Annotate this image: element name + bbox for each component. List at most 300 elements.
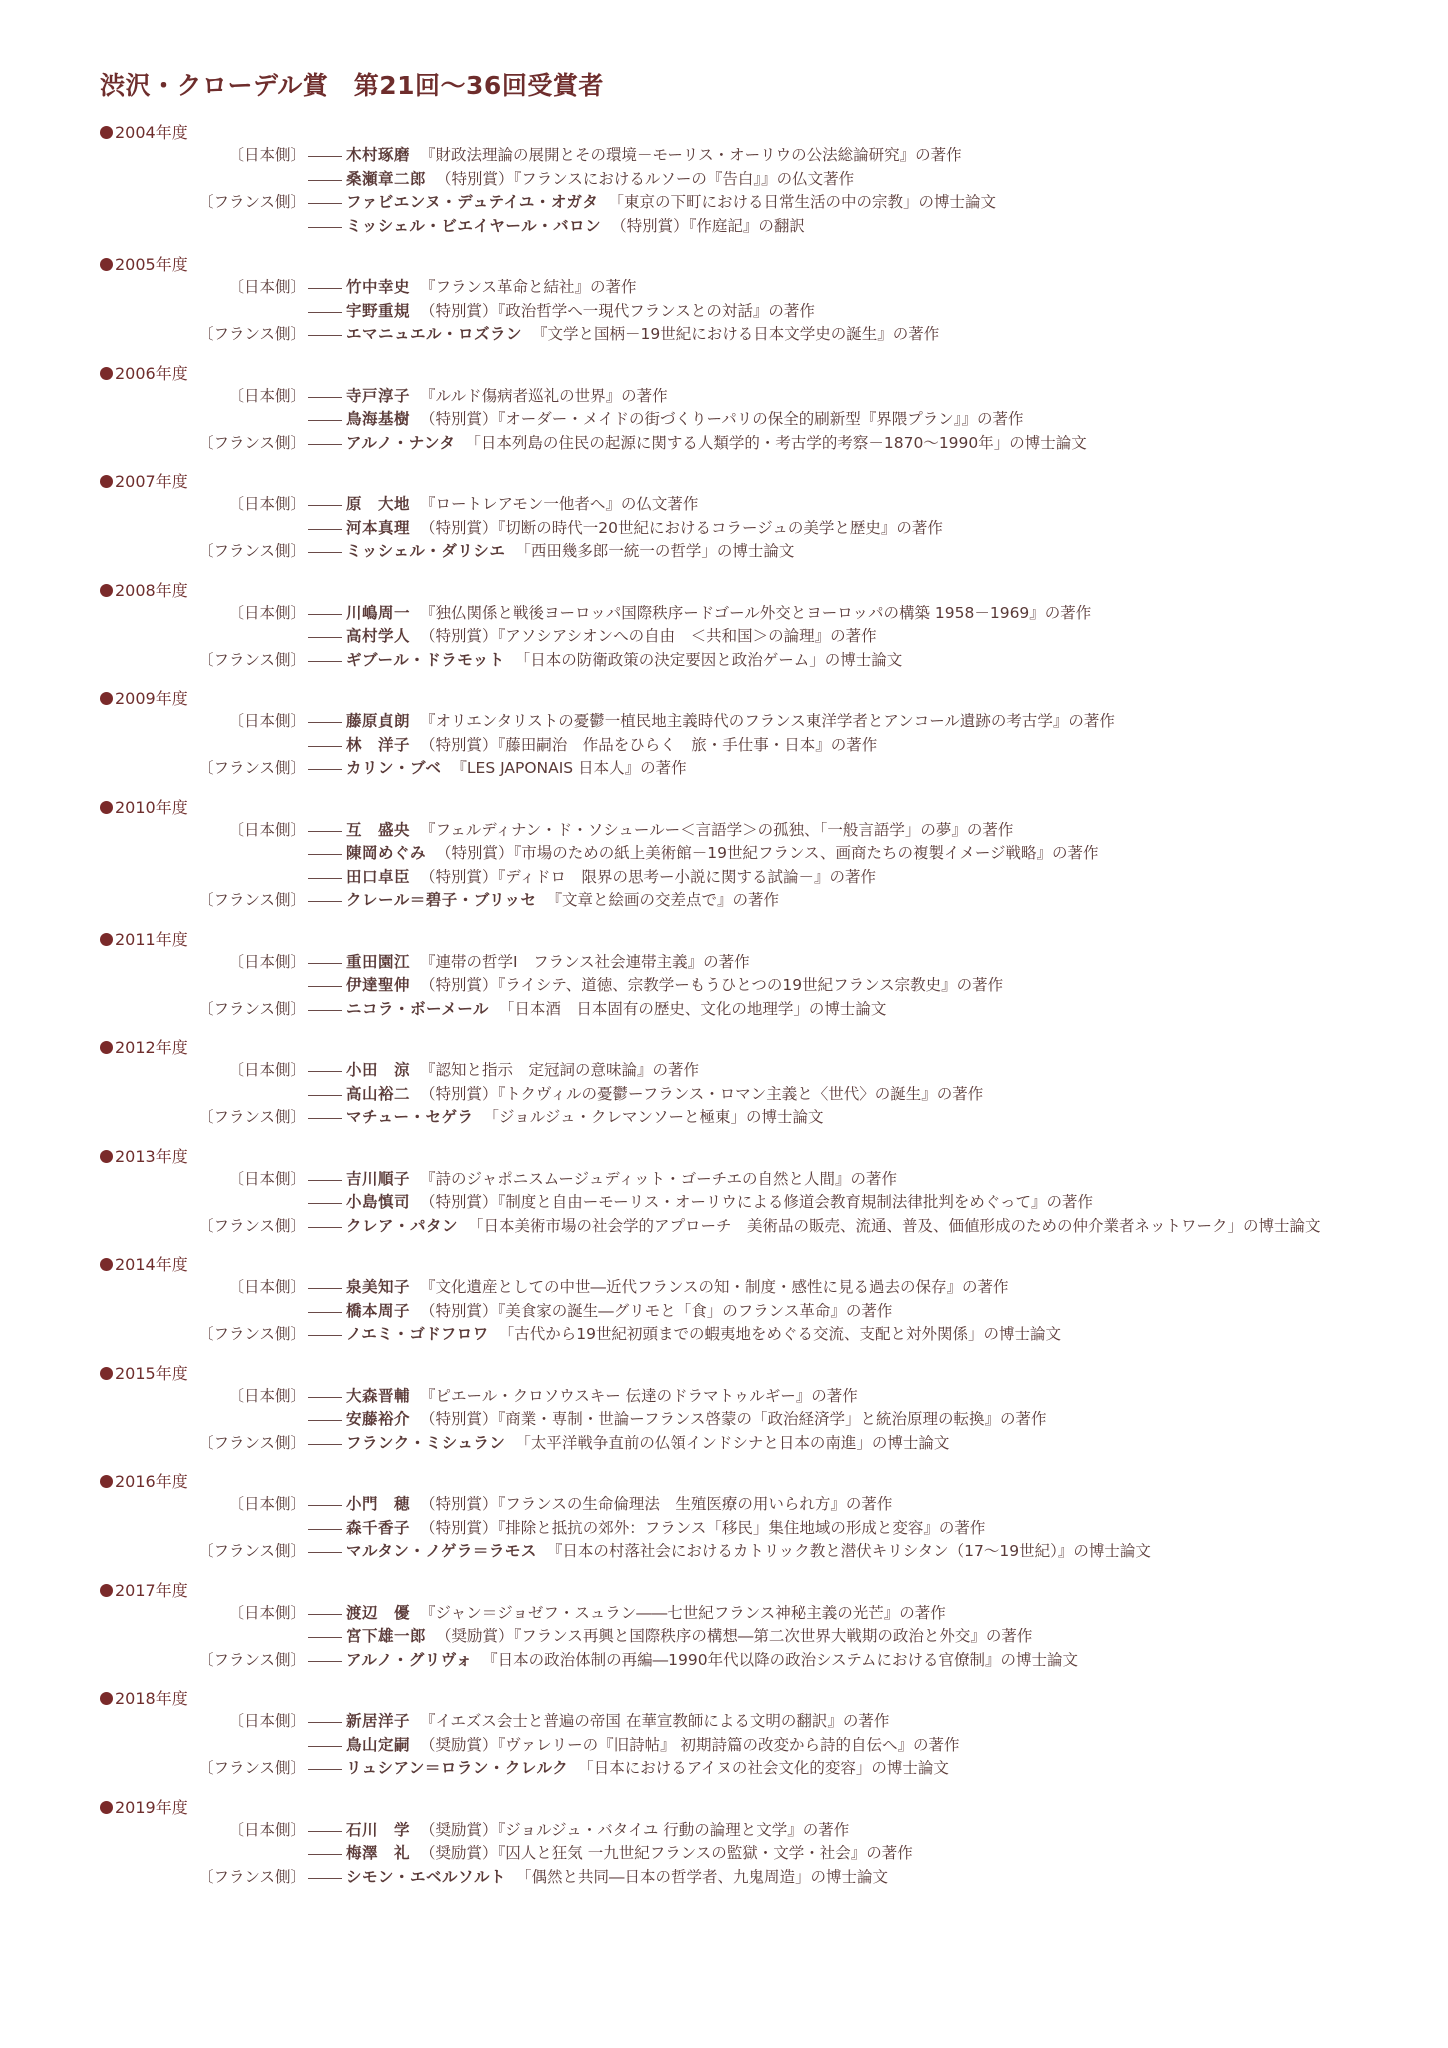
awardee-entry: [100, 300, 1360, 324]
side-label: [100, 1734, 306, 1758]
awardee-name: 小島慎司: [346, 1193, 411, 1211]
leader-dash: [308, 323, 342, 347]
award-type: （特別賞）: [436, 844, 514, 862]
awardee-name: 林 洋子: [346, 735, 411, 754]
award-work: 『オリエンタリストの憂鬱一植民地主義時代のフランス東洋学者とアンコール遺跡の考古学』の著作: [420, 712, 1115, 730]
award-work: 『藤田嗣治 作品をひらく 旅・手仕事・日本』の著作: [497, 735, 878, 754]
leader-dash: [308, 191, 342, 215]
award-work: 『囚人と狂気 一九世紀フランスの監獄・文学・社会』の著作: [497, 1844, 913, 1862]
side-label: [100, 517, 306, 541]
awardee-entry: [100, 1602, 1360, 1626]
awardee-name: 高山裕二: [346, 1084, 411, 1103]
awardee-entry: [100, 1300, 1360, 1324]
leader-dash: [308, 819, 342, 843]
award-work: 「日本酒 日本固有の歴史、文化の地理学」の博士論文: [498, 999, 887, 1018]
awardee-entry: [100, 168, 1360, 192]
year-block: [100, 797, 1360, 913]
awardee-entry: [100, 191, 1360, 215]
leader-dash: [308, 1493, 342, 1517]
award-work: 『ヴァレリーの『旧詩帖』 初期詩篇の改変から詩的自伝へ』の著作: [497, 1735, 960, 1754]
side-label: [100, 1517, 306, 1541]
side-label: [100, 168, 306, 192]
leader-dash: [308, 1540, 342, 1564]
leader-dash: [308, 625, 342, 649]
awardee-entry: [100, 1819, 1360, 1843]
side-label: 〔フランス側〕: [197, 999, 306, 1018]
awardee-entry: [100, 889, 1360, 913]
bullet-dot-icon: [100, 126, 113, 139]
awardee-name: 互 盛央: [346, 820, 411, 839]
entry-body: [346, 300, 1356, 324]
awardee-name: 高村学人: [346, 627, 411, 645]
awardee-entry: [100, 1432, 1360, 1456]
entry-body: [346, 1432, 1356, 1456]
awardee-entry: [100, 385, 1360, 409]
awardee-name: フランク・ミシュラン: [346, 1433, 506, 1452]
awardee-entry: [100, 1842, 1360, 1866]
bullet-dot-icon: [100, 1041, 113, 1054]
leader-dash: [308, 1106, 342, 1130]
award-type: （特別賞）: [420, 867, 498, 886]
entry-body: [346, 1106, 1356, 1130]
year-block: [100, 929, 1360, 1022]
entry-body: [346, 144, 1356, 168]
side-label: [100, 1191, 306, 1215]
leader-dash: [308, 300, 342, 324]
awardee-entry: [100, 1625, 1360, 1649]
award-work: 「西田幾多郎一統一の哲学」の博士論文: [515, 542, 795, 560]
award-type: （特別賞）: [420, 735, 498, 754]
awardee-name: 木村琢磨: [346, 146, 411, 164]
awardee-name: 川嶋周一: [346, 603, 411, 622]
award-work: 『文学と国柄－19世紀における日本文学史の誕生』の著作: [532, 325, 940, 343]
awardee-entry: [100, 144, 1360, 168]
award-type: （奨励賞）: [420, 1844, 498, 1862]
year-block: [100, 122, 1360, 238]
award-type: （特別賞）: [420, 518, 498, 537]
award-work: 『切断の時代一20世紀におけるコラージュの美学と歴史』の著作: [497, 518, 943, 537]
year-label: 2017年度: [115, 1580, 188, 1600]
award-work: 「太平洋戦争直前の仏領インドシナと日本の南進」の博士論文: [515, 1433, 950, 1452]
awardee-name: ファビエンヌ・デュテイユ・オガタ: [346, 193, 599, 211]
award-work: 『LES JAPONAIS 日本人』の著作: [451, 759, 687, 777]
entry-body: [346, 974, 1356, 998]
awardee-name: ミッシェル・ビエイヤール・バロン: [346, 216, 602, 235]
award-work: 『ディドロ 限界の思考ー小説に関する試論－』の著作: [497, 867, 877, 886]
side-label: [100, 1625, 306, 1649]
award-work: 『フランスの生命倫理法 生殖医療の用いられ方』の著作: [497, 1495, 893, 1513]
year-heading: [100, 929, 1360, 951]
entry-body: [346, 1083, 1356, 1107]
award-type: （特別賞）: [420, 1193, 498, 1211]
entry-body: [346, 432, 1356, 456]
entry-body: [346, 540, 1356, 564]
awardee-name: ノエミ・ゴドフロワ: [346, 1325, 489, 1343]
side-label: 〔フランス側〕: [197, 1650, 306, 1669]
award-type: （特別賞）: [420, 1084, 498, 1103]
awardee-entry: [100, 1493, 1360, 1517]
awardee-entry: [100, 757, 1360, 781]
awardee-name: 宇野重規: [346, 301, 411, 320]
year-label: 2012年度: [115, 1038, 188, 1057]
leader-dash: [308, 757, 342, 781]
leader-dash: [308, 866, 342, 890]
entry-body: [346, 710, 1356, 734]
awardee-name: 寺戸淳子: [346, 386, 411, 405]
year-heading: [100, 1254, 1360, 1276]
awardee-entry: [100, 1710, 1360, 1734]
entry-body: [346, 998, 1356, 1022]
entry-body: [346, 168, 1356, 192]
awardee-name: 橋本周子: [346, 1301, 411, 1320]
awardee-entry: [100, 1323, 1360, 1347]
awardee-entry: [100, 866, 1360, 890]
year-label: 2018年度: [115, 1689, 188, 1708]
award-work: 「ジョルジュ・クレマンソーと極東」の博士論文: [483, 1108, 824, 1126]
leader-dash: [308, 493, 342, 517]
entry-body: [346, 1191, 1356, 1215]
awardee-entry: [100, 1540, 1360, 1564]
entry-body: [346, 1757, 1356, 1781]
leader-dash: [308, 1191, 342, 1215]
awardee-name: クレア・パタン: [346, 1216, 459, 1235]
side-label: 〔フランス側〕: [197, 1216, 306, 1235]
awardee-name: 鳥海基樹: [346, 410, 411, 428]
award-work: 『制度と自由ーモーリス・オーリウによる修道会教育規制法律批判をめぐって』の著作: [497, 1193, 1094, 1211]
award-work: 『独仏関係と戦後ヨーロッパ国際秩序ードゴール外交とヨーロッパの構築 1958－1969』の著作: [420, 603, 1092, 622]
entry-body: [346, 649, 1356, 673]
side-label: 〔フランス側〕: [197, 891, 306, 909]
awardee-entry: [100, 998, 1360, 1022]
bullet-dot-icon: [100, 475, 113, 488]
award-type: （特別賞）: [420, 627, 498, 645]
awardee-entry: [100, 1866, 1360, 1890]
year-label: 2019年度: [115, 1797, 188, 1817]
entry-body: [346, 276, 1356, 300]
award-type: （特別賞）: [420, 410, 498, 428]
leader-dash: [308, 649, 342, 673]
entry-body: [346, 1540, 1356, 1564]
entry-body: [346, 215, 1356, 239]
year-heading: [100, 122, 1360, 144]
year-heading: [100, 1797, 1360, 1819]
entry-body: [346, 1059, 1356, 1083]
award-work: 『美食家の誕生―グリモと「食」のフランス革命』の著作: [497, 1301, 893, 1320]
awardee-name: マチュー・セゲラ: [346, 1108, 474, 1126]
awardee-entry: [100, 540, 1360, 564]
awardee-name: 竹中幸史: [346, 278, 411, 296]
entry-body: [346, 1866, 1356, 1890]
leader-dash: [308, 1215, 342, 1239]
awardee-name: 伊達聖伸: [346, 976, 411, 994]
bullet-dot-icon: [100, 258, 113, 271]
awardee-name: カリン・ブベ: [346, 759, 442, 777]
side-label: 〔フランス側〕: [197, 1759, 306, 1777]
year-list: [100, 122, 1360, 1889]
side-label: 〔フランス側〕: [197, 1433, 306, 1452]
awardee-entry: [100, 1215, 1360, 1239]
side-label: [100, 1083, 306, 1107]
side-label: [100, 866, 306, 890]
award-work: 『オーダー・メイドの街づくりーパリの保全的刷新型『界隈プラン』』の著作: [497, 410, 1024, 428]
awardee-name: 陳岡めぐみ: [346, 844, 427, 862]
awardee-name: 小門 穂: [346, 1495, 411, 1513]
award-work: 『ルルド傷病者巡礼の世界』の著作: [420, 386, 668, 405]
award-work: 「日本美術市場の社会学的アプローチ 美術品の販売、流通、普及、価値形成のための仲介業者ネットワーク」の博士論文: [468, 1216, 1321, 1235]
entry-body: [346, 1842, 1356, 1866]
leader-dash: [308, 1168, 342, 1192]
awardee-entry: [100, 517, 1360, 541]
award-work: 『作庭記』の翻訳: [688, 216, 805, 235]
year-block: [100, 580, 1360, 673]
leader-dash: [308, 951, 342, 975]
awardee-entry: [100, 974, 1360, 998]
awardee-name: リュシアン＝ロラン・クレルク: [346, 1759, 569, 1777]
leader-dash: [308, 1710, 342, 1734]
leader-dash: [308, 517, 342, 541]
awardee-name: 田口卓臣: [346, 867, 411, 886]
awardee-entry: [100, 215, 1360, 239]
award-work: 『ジャン＝ジョゼフ・スュラン――七世紀フランス神秘主義の光芒』の著作: [420, 1603, 946, 1622]
entry-body: [346, 602, 1356, 626]
leader-dash: [308, 1059, 342, 1083]
leader-dash: [308, 710, 342, 734]
leader-dash: [308, 144, 342, 168]
side-label: 〔フランス側〕: [197, 325, 306, 343]
bullet-dot-icon: [100, 367, 113, 380]
awardee-name: ミッシェル・ダリシエ: [346, 542, 506, 560]
year-label: 2013年度: [115, 1146, 188, 1166]
side-label: 〔フランス側〕: [197, 542, 306, 560]
side-label: 〔日本側〕: [228, 712, 306, 730]
side-label: [100, 1842, 306, 1866]
awardee-name: 小田 涼: [346, 1061, 411, 1079]
year-block: [100, 1363, 1360, 1456]
year-heading: [100, 1146, 1360, 1168]
awardee-entry: [100, 734, 1360, 758]
award-work: 『ジョルジュ・バタイユ 行動の論理と文学』の著作: [497, 1820, 850, 1839]
entry-body: [346, 842, 1356, 866]
leader-dash: [308, 1083, 342, 1107]
side-label: 〔フランス側〕: [197, 433, 306, 452]
awardee-entry: [100, 323, 1360, 347]
award-work: 『フランスにおけるルソーの『告白』』の仏文著作: [513, 169, 855, 188]
side-label: 〔日本側〕: [228, 1278, 306, 1296]
side-label: 〔フランス側〕: [197, 759, 306, 777]
award-type: （特別賞）: [420, 1301, 498, 1320]
side-label: 〔日本側〕: [228, 1820, 306, 1839]
bullet-dot-icon: [100, 1367, 113, 1380]
awardee-name: 大森晋輔: [346, 1386, 411, 1405]
leader-dash: [308, 1734, 342, 1758]
leader-dash: [308, 842, 342, 866]
year-label: 2015年度: [115, 1363, 188, 1383]
year-block: [100, 688, 1360, 781]
awardee-name: エマニュエル・ロズラン: [346, 325, 523, 343]
entry-body: [346, 866, 1356, 890]
side-label: [100, 734, 306, 758]
entry-body: [346, 1300, 1356, 1324]
awardee-name: 原 大地: [346, 495, 411, 513]
bullet-dot-icon: [100, 1692, 113, 1705]
award-type: （特別賞）: [611, 216, 689, 235]
awardee-entry: [100, 819, 1360, 843]
year-block: [100, 1146, 1360, 1239]
leader-dash: [308, 1385, 342, 1409]
year-block: [100, 1037, 1360, 1130]
side-label: 〔フランス側〕: [197, 1325, 306, 1343]
leader-dash: [308, 1866, 342, 1890]
awardee-entry: [100, 408, 1360, 432]
awardee-name: マルタン・ノゲラ＝ラモス: [346, 1542, 537, 1560]
year-heading: [100, 688, 1360, 710]
award-work: 『日本の政治体制の再編―1990年代以降の政治システムにおける官僚制』の博士論文: [482, 1650, 1079, 1669]
year-block: [100, 363, 1360, 456]
entry-body: [346, 1385, 1356, 1409]
entry-body: [346, 191, 1356, 215]
bullet-dot-icon: [100, 1475, 113, 1488]
award-work: 『ピエール・クロソウスキー 伝達のドラマトゥルギー』の著作: [420, 1386, 858, 1405]
bullet-dot-icon: [100, 692, 113, 705]
side-label: 〔フランス側〕: [197, 650, 306, 669]
entry-body: [346, 493, 1356, 517]
leader-dash: [308, 1602, 342, 1626]
award-work: 『ライシテ、道徳、宗教学ーもうひとつの19世紀フランス宗教史』の著作: [497, 976, 1004, 994]
side-label: 〔日本側〕: [228, 278, 306, 296]
side-label: 〔日本側〕: [228, 386, 306, 405]
side-label: 〔日本側〕: [228, 603, 306, 622]
awardee-entry: [100, 1106, 1360, 1130]
leader-dash: [308, 974, 342, 998]
leader-dash: [308, 432, 342, 456]
leader-dash: [308, 1757, 342, 1781]
entry-body: [346, 1734, 1356, 1758]
awardee-name: 梅澤 礼: [346, 1844, 411, 1862]
side-label: 〔日本側〕: [228, 820, 306, 839]
side-label: [100, 1300, 306, 1324]
year-heading: [100, 1580, 1360, 1602]
year-label: 2007年度: [115, 472, 188, 491]
leader-dash: [308, 1432, 342, 1456]
awardee-name: アルノ・ナンタ: [346, 433, 456, 452]
year-heading: [100, 254, 1360, 276]
award-work: 「日本の防衛政策の決定要因と政治ゲーム」の博士論文: [514, 650, 903, 669]
year-heading: [100, 1037, 1360, 1059]
awardee-entry: [100, 625, 1360, 649]
awardee-entry: [100, 276, 1360, 300]
entry-body: [346, 1408, 1356, 1432]
leader-dash: [308, 1625, 342, 1649]
side-label: 〔フランス側〕: [197, 193, 306, 211]
year-label: 2011年度: [115, 929, 188, 949]
side-label: 〔フランス側〕: [197, 1867, 306, 1886]
side-label: 〔日本側〕: [228, 146, 306, 164]
side-label: 〔日本側〕: [228, 1169, 306, 1188]
entry-body: [346, 1602, 1356, 1626]
awardee-entry: [100, 1059, 1360, 1083]
year-heading: [100, 797, 1360, 819]
leader-dash: [308, 1408, 342, 1432]
award-work: 『排除と抵抗の郊外：フランス「移民」集住地域の形成と変容』の著作: [497, 1518, 986, 1537]
bullet-dot-icon: [100, 1584, 113, 1597]
year-label: 2014年度: [115, 1255, 188, 1274]
entry-body: [346, 819, 1356, 843]
awardee-name: 石川 学: [346, 1820, 411, 1839]
side-label: 〔日本側〕: [228, 1495, 306, 1513]
side-label: 〔日本側〕: [228, 1712, 306, 1730]
awardee-name: 桑瀬章二郎: [346, 169, 427, 188]
leader-dash: [308, 602, 342, 626]
leader-dash: [308, 1323, 342, 1347]
bullet-dot-icon: [100, 584, 113, 597]
awardee-name: 渡辺 優: [346, 1603, 411, 1622]
award-type: （特別賞）: [420, 1495, 498, 1513]
side-label: [100, 300, 306, 324]
year-label: 2010年度: [115, 797, 188, 817]
awardee-entry: [100, 602, 1360, 626]
entry-body: [346, 1323, 1356, 1347]
award-work: 『イエズス会士と普遍の帝国 在華宣教師による文明の翻訳』の著作: [420, 1712, 890, 1730]
award-work: 『政治哲学へ一現代フランスとの対話』の著作: [497, 301, 815, 320]
entry-body: [346, 1819, 1356, 1843]
year-block: [100, 1580, 1360, 1673]
side-label: [100, 625, 306, 649]
leader-dash: [308, 889, 342, 913]
leader-dash: [308, 540, 342, 564]
year-heading: [100, 471, 1360, 493]
awardee-entry: [100, 1191, 1360, 1215]
entry-body: [346, 1276, 1356, 1300]
awardee-entry: [100, 1517, 1360, 1541]
awardee-name: 吉川順子: [346, 1169, 411, 1188]
award-work: 『ロートレアモン一他者へ』の仏文著作: [420, 495, 699, 513]
awardee-name: 新居洋子: [346, 1712, 411, 1730]
bullet-dot-icon: [100, 1150, 113, 1163]
awardee-entry: [100, 1083, 1360, 1107]
entry-body: [346, 1649, 1356, 1673]
awardee-entry: [100, 1168, 1360, 1192]
awardee-name: 泉美知子: [346, 1278, 411, 1296]
entry-body: [346, 408, 1356, 432]
leader-dash: [308, 998, 342, 1022]
award-work: 『フランス再興と国際秩序の構想―第二次世界大戦期の政治と外交』の著作: [513, 1627, 1033, 1645]
year-heading: [100, 363, 1360, 385]
year-heading: [100, 1688, 1360, 1710]
entry-body: [346, 951, 1356, 975]
award-type: （奨励賞）: [420, 1820, 498, 1839]
leader-dash: [308, 276, 342, 300]
award-work: 『トクヴィルの憂鬱ーフランス・ロマン主義と〈世代〉の誕生』の著作: [497, 1084, 984, 1103]
leader-dash: [308, 408, 342, 432]
entry-body: [346, 625, 1356, 649]
bullet-dot-icon: [100, 1258, 113, 1271]
award-work: 「東京の下町における日常生活の中の宗教」の博士論文: [608, 193, 996, 211]
awardee-entry: [100, 1276, 1360, 1300]
awardee-entry: [100, 951, 1360, 975]
award-work: 『アソシアシオンへの自由 ＜共和国＞の論理』の著作: [497, 627, 877, 645]
entry-body: [346, 889, 1356, 913]
award-work: 『財政法理論の展開とその環境－モーリス・オーリウの公法総論研究』の著作: [420, 146, 962, 164]
entry-body: [346, 323, 1356, 347]
awardee-name: ニコラ・ボーメール: [346, 999, 489, 1018]
leader-dash: [308, 385, 342, 409]
award-work: 「日本列島の住民の起源に関する人類学的・考古学的考察－1870〜1990年」の博士論文: [465, 433, 1087, 452]
award-work: 『日本の村落社会におけるカトリック教と潜伏キリシタン（17〜19世紀）』の博士論文: [546, 1542, 1151, 1560]
awardee-name: 森千香子: [346, 1518, 411, 1537]
bullet-dot-icon: [100, 801, 113, 814]
leader-dash: [308, 168, 342, 192]
year-block: [100, 471, 1360, 564]
